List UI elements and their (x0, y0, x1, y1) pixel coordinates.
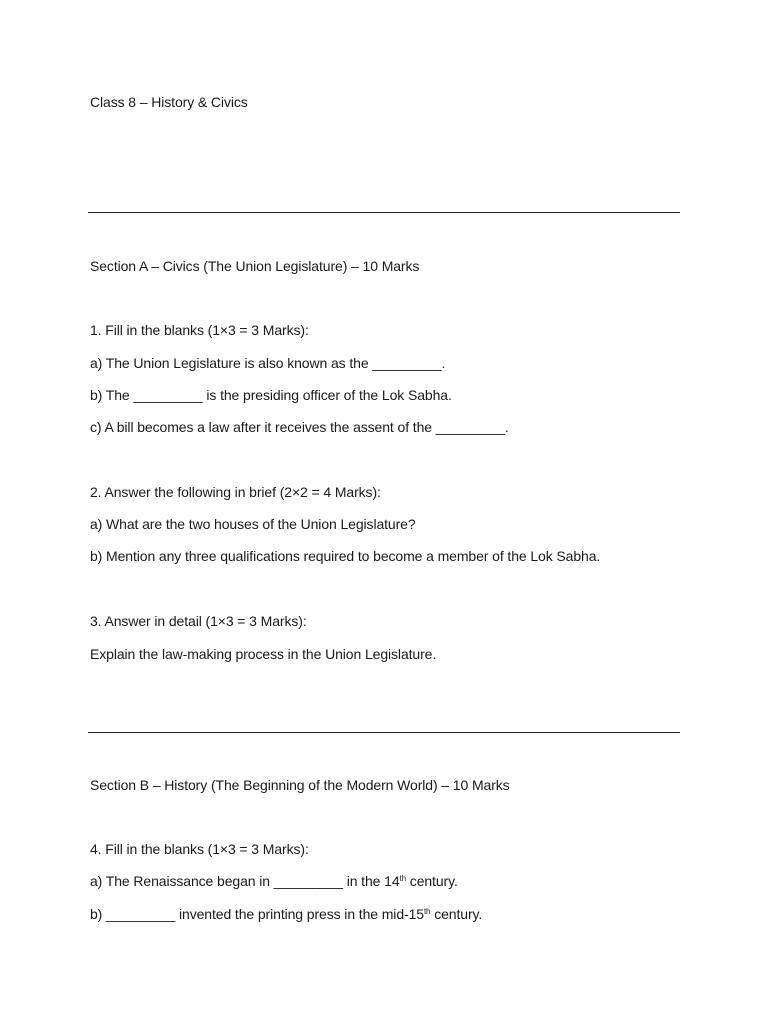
question-4a-tail: century. (406, 873, 458, 889)
question-1b: b) The _________ is the presiding officer of the Lok Sabha. (90, 387, 452, 403)
question-2-prompt: 2. Answer the following in brief (2×2 = 4 Marks): (90, 484, 381, 500)
question-2a: a) What are the two houses of the Union Legislature? (90, 516, 416, 532)
question-4-prompt: 4. Fill in the blanks (1×3 = 3 Marks): (90, 841, 309, 857)
question-1-prompt: 1. Fill in the blanks (1×3 = 3 Marks): (90, 322, 309, 338)
question-4a (90, 872, 458, 890)
question-1c: c) A bill becomes a law after it receives the assent of the _________. (90, 419, 509, 435)
question-1a: a) The Union Legislature is also known as the _________. (90, 355, 446, 371)
question-2b: b) Mention any three qualifications required to become a member of the Lok Sabha. (90, 548, 601, 564)
question-4b-tail: century. (430, 906, 483, 922)
question-4a-superscript: th (399, 874, 406, 883)
question-4b (90, 905, 482, 923)
section-b-heading: Section B – History (The Beginning of the Modern World) – 10 Marks (90, 777, 510, 793)
question-4b-text: b) _________ invented the printing press in the mid-15 (90, 906, 424, 922)
question-4b-superscript: th (423, 907, 431, 916)
question-4a-text: a) The Renaissance began in _________ in the 14 (90, 873, 400, 889)
question-3-prompt: 3. Answer in detail (1×3 = 3 Marks): (90, 613, 307, 629)
question-3-text: Explain the law-making process in the Union Legislature. (90, 646, 437, 662)
divider-middle (88, 732, 680, 733)
divider-top (88, 212, 680, 213)
document-title: Class 8 – History & Civics (90, 94, 248, 110)
section-a-heading: Section A – Civics (The Union Legislature) – 10 Marks (90, 258, 420, 274)
